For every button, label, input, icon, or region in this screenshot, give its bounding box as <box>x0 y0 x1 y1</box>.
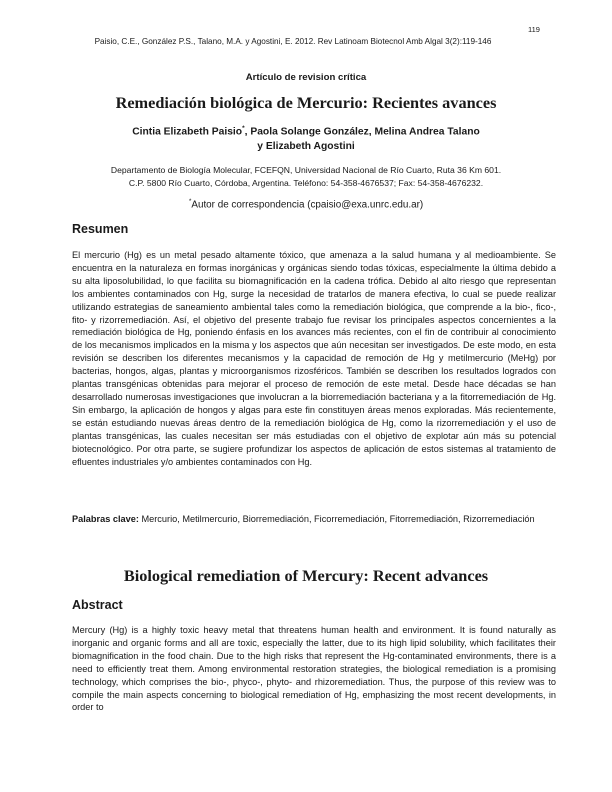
abstract-text: Mercury (Hg) is a highly toxic heavy metal that threatens human health and environment. It is found naturally as inorganic and organic forms and all are toxic, especially the latter, due to its high lipid solubility, which facilitates their biomagnification in the food chain. Due to the high risks that represent the Hg-contaminated environments, there is a need to efficiently treat them. Among environmental restoration strategies, the biological remediation is a promising technology, which comprises the bio-, phyco-, phyto- and rhizoremediation. Thus, the purpose of this review was to compile the main aspects concerning to biological remediation of Hg, emphasizing the most recent developments, in order to <box>72 625 556 713</box>
abstract-heading: Abstract <box>72 598 123 612</box>
title-spanish: Remediación biológica de Mercurio: Recientes avances <box>115 93 497 112</box>
affiliation-line-2: C.P. 5800 Río Cuarto, Córdoba, Argentina. Teléfono: 54-358-4676537; Fax: 54-358-4676232. <box>128 178 484 188</box>
first-author: Cintia Elizabeth Paisio <box>132 126 243 138</box>
page-number: 119 <box>528 25 540 34</box>
coauthors-line-1: , Paola Solange González, Melina Andrea Talano <box>244 126 480 138</box>
resumen-text: El mercurio (Hg) es un metal pesado altamente tóxico, que amenaza a la salud humana y al medioambiente. Se encuentra en la naturaleza en formas inorgánicas y orgánicas siendo todas tóxicas, especialmente la última debido a su alta liposolubilidad, lo que facilita su biomagnificación en la cadena trófica. Debido al alto riesgo que representan los ambientes contaminados con Hg, surge la necesidad de tratarlos de manera efectiva, lo cual se puede realizar utilizando estrategias de saneamiento ambiental tales como la remediación biológica, que comprende a la bio-, fico-, fito- y rizorremediación. Así, el objetivo del presente trabajo fue revisar los principales aspectos concernientes a la remediación biológica de Hg, poniendo énfasis en los avances más recientes, con el fin de contribuir al conocimiento de los mecanismos implicados en la misma y los aspectos que aún necesitan ser investigados. De este modo, en esta revisión se describen los diferentes mecanismos y la capacidad de remoción de Hg y metilmercurio (MeHg) por bacterias, hongos, algas, plantas y microorganismos rizosféricos. También se describen los resultados logrados con plantas transgénicas obtenidas para mejorar el proceso de remoción de este metal. Desde hace décadas se han desarrollado numerosas investigaciones que involucran a la biorremediación bacteriana y a la fitorremediación de Hg. Sin embargo, la aplicación de hongos y algas para este fin constituyen áreas menos exploradas. Más recientemente, se están estudiando nuevas áreas dentro de la remediación biológica de Hg, como la rizorremediación y el uso de plantas transgénicas, las cuales necesitan ser más estudiadas con el objetivo de explotar aún más su potencial biotecnológico. Por otra parte, se sugiere profundizar los aspectos de aplicación de estos sistemas al tratamiento de efluentes industriales y/o ambientes contaminados con Hg. <box>72 250 556 467</box>
correspondence-note <box>0 198 612 210</box>
corresponding-author-mark: * <box>242 125 245 132</box>
affiliation <box>0 164 612 190</box>
keywords-text: Mercurio, Metilmercurio, Biorremediación, Ficorremediación, Fitorremediación, Rizorremediación <box>141 514 535 524</box>
keywords-label: Palabras clave: <box>72 514 139 524</box>
keywords-block <box>72 513 556 526</box>
article-type: Artículo de revision crítica <box>245 72 367 83</box>
resumen-heading: Resumen <box>72 222 129 236</box>
title-english: Biological remediation of Mercury: Recent advances <box>123 566 489 585</box>
correspondence-text: Autor de correspondencia (cpaisio@exa.unrc.edu.ar) <box>191 199 424 211</box>
author-list <box>0 121 612 154</box>
correspondence-mark: * <box>188 198 192 205</box>
journal-citation: Paisio, C.E., González P.S., Talano, M.A. y Agostini, E. 2012. Rev Latinoam Biotecnol Amb Algal 3(2):119-146 <box>94 37 492 46</box>
author-line-1 <box>0 121 612 139</box>
affiliation-line-1: Departamento de Biología Molecular, FCEFQN, Universidad Nacional de Río Cuarto, Ruta 36 Km 601. <box>110 165 502 175</box>
author-line-2: y Elizabeth Agostini <box>257 141 355 153</box>
